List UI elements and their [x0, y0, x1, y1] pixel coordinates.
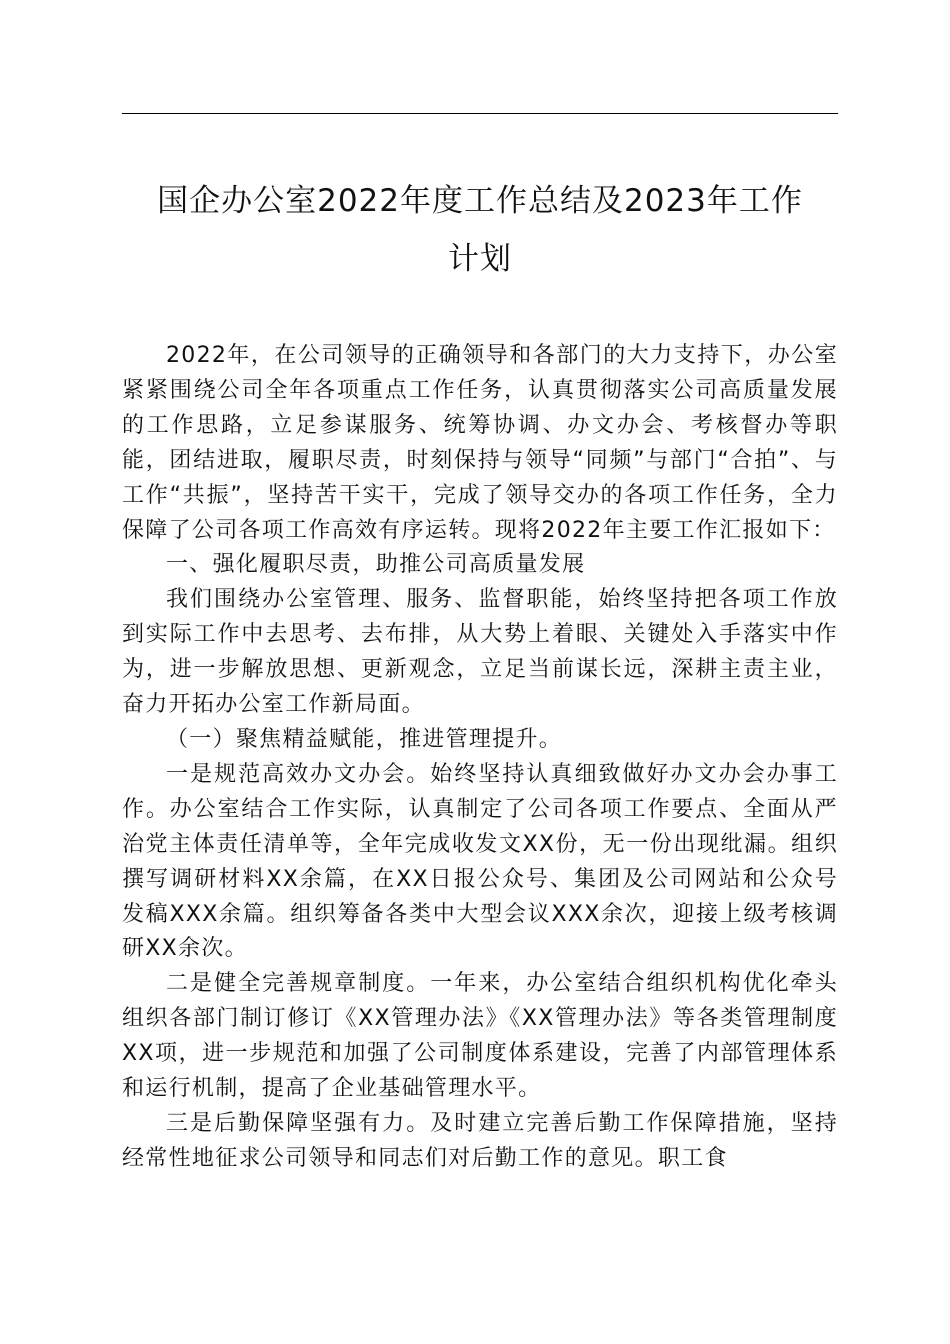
document-title [122, 172, 838, 288]
intro-paragraph: 2022年，在公司领导的正确领导和各部门的大力支持下，办公室紧紧围绕公司全年各项重点工作任务，认真贯彻落实公司高质量发展的工作思路，立足参谋服务、统筹协调、办文办会、考核督办等职能，团结进取，履职尽责，时刻保持与领导“同频”与部门“合拍”、与工作“共振”，坚持苦干实干，完成了领导交办的各项工作任务，全力保障了公司各项工作高效有序运转。现将2022年主要工作汇报如下： [122, 343, 838, 543]
subsection-heading-1: （一）聚焦精益赋能，推进管理提升。 [166, 726, 563, 752]
document-body [122, 339, 838, 1177]
section-heading-1: 一、强化履职尽责，助推公司高质量发展 [166, 552, 586, 578]
header-rule [122, 113, 838, 114]
title-line-1: 国企办公室2022年度工作总结及2023年工作 [157, 183, 803, 219]
title-line-2: 计划 [448, 241, 512, 277]
section-1-paragraph: 我们围绕办公室管理、服务、监督职能，始终坚持把各项工作放到实际工作中去思考、去布排，从大势上着眼、关键处入手落实中作为，进一步解放思想、更新观念，立足当前谋长远，深耕主责主业，奋力开拓办公室工作新局面。 [122, 587, 838, 718]
item-paragraph-1: 一是规范高效办文办会。始终坚持认真细致做好办文办会办事工作。办公室结合工作实际，认真制定了公司各项工作要点、全面从严治党主体责任清单等，全年完成收发文XX份，无一份出现纰漏。组织撰写调研材料XX余篇，在XX日报公众号、集团及公司网站和公众号发稿XXX余篇。组织筹备各类中大型会议XXX余次，迎接上级考核调研XX余次。 [122, 761, 838, 962]
item-paragraph-2: 二是健全完善规章制度。一年来，办公室结合组织机构优化牵头组织各部门制订修订《XX管理办法》《XX管理办法》等各类管理制度XX项，进一步规范和加强了公司制度体系建设，完善了内部管理体系和运行机制，提高了企业基础管理水平。 [122, 971, 838, 1102]
item-paragraph-3: 三是后勤保障坚强有力。及时建立完善后勤工作保障措施，坚持经常性地征求公司领导和同志们对后勤工作的意见。职工食 [122, 1110, 838, 1171]
